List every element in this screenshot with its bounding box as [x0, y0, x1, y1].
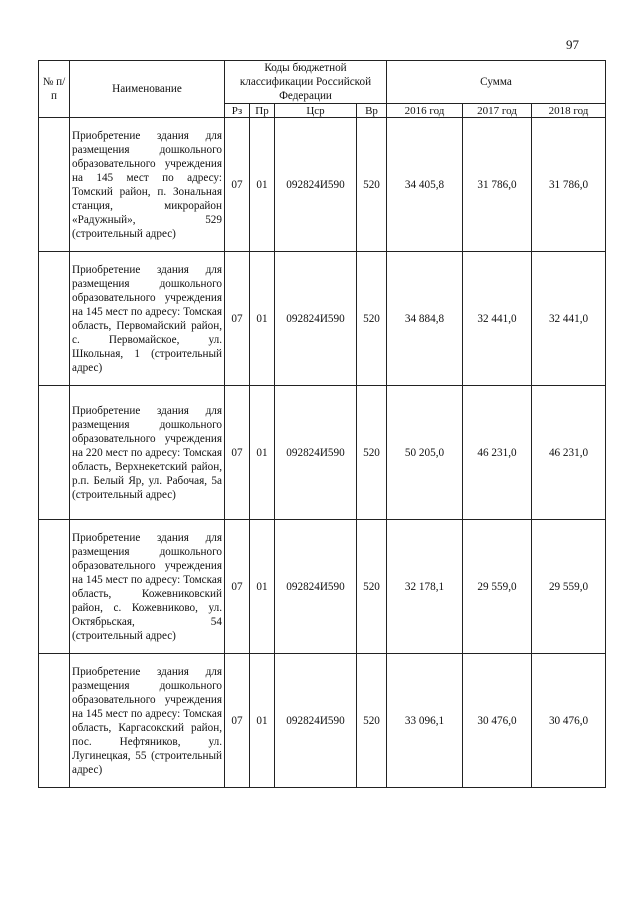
header-2018: 2018 год [532, 104, 606, 118]
row-vr: 520 [357, 654, 387, 788]
row-sum-2017: 32 441,0 [463, 252, 532, 386]
row-sum-2016: 33 096,1 [387, 654, 463, 788]
row-sum-2018: 32 441,0 [532, 252, 606, 386]
row-sum-2018: 29 559,0 [532, 520, 606, 654]
row-number [39, 118, 70, 252]
header-budget-codes: Коды бюджетной классификации Российской Федерации [225, 61, 387, 104]
page-number: 97 [566, 37, 579, 52]
header-row [39, 61, 606, 104]
header-2017: 2017 год [463, 104, 532, 118]
row-csr: 092824И590 [275, 520, 357, 654]
row-rz: 07 [225, 386, 250, 520]
table-row [39, 520, 606, 654]
row-vr: 520 [357, 252, 387, 386]
budget-table [38, 60, 606, 788]
row-rz: 07 [225, 520, 250, 654]
header-vr: Вр [357, 104, 387, 118]
row-sum-2016: 34 884,8 [387, 252, 463, 386]
row-pr: 01 [250, 386, 275, 520]
row-rz: 07 [225, 252, 250, 386]
row-number [39, 654, 70, 788]
row-csr: 092824И590 [275, 386, 357, 520]
row-name: Приобретение здания для размещения дошкольного образовательного учреждения на 145 мест по адресу: Томская область, Первомайский район, с. Первомайское, ул. Школьная, 1 (строительный адрес) [70, 252, 225, 386]
row-pr: 01 [250, 520, 275, 654]
row-csr: 092824И590 [275, 118, 357, 252]
row-vr: 520 [357, 386, 387, 520]
row-vr: 520 [357, 118, 387, 252]
header-name: Наименование [70, 61, 225, 118]
row-name: Приобретение здания для размещения дошкольного образовательного учреждения на 145 мест по адресу: Томская область, Каргасокский район, пос. Нефтяников, ул. Лугинецкая, 55 (строительный адрес) [70, 654, 225, 788]
table-row [39, 252, 606, 386]
table-row [39, 118, 606, 252]
row-sum-2018: 30 476,0 [532, 654, 606, 788]
row-number [39, 520, 70, 654]
header-2016: 2016 год [387, 104, 463, 118]
row-csr: 092824И590 [275, 654, 357, 788]
header-number: № п/п [39, 61, 70, 118]
row-csr: 092824И590 [275, 252, 357, 386]
table-row [39, 654, 606, 788]
row-number [39, 386, 70, 520]
header-sum: Сумма [387, 61, 606, 104]
row-sum-2016: 32 178,1 [387, 520, 463, 654]
row-name: Приобретение здания для размещения дошкольного образовательного учреждения на 145 мест по адресу: Томский район, п. Зональная станция, микрорайон «Радужный», 529 (строительный адрес) [70, 118, 225, 252]
row-name: Приобретение здания для размещения дошкольного образовательного учреждения на 220 мест по адресу: Томская область, Верхнекетский район, р.п. Белый Яр, ул. Рабочая, 5а (строительный адрес) [70, 386, 225, 520]
header-rz: Рз [225, 104, 250, 118]
row-pr: 01 [250, 654, 275, 788]
row-number [39, 252, 70, 386]
row-rz: 07 [225, 654, 250, 788]
row-pr: 01 [250, 252, 275, 386]
row-sum-2017: 30 476,0 [463, 654, 532, 788]
row-sum-2018: 46 231,0 [532, 386, 606, 520]
row-sum-2017: 31 786,0 [463, 118, 532, 252]
row-rz: 07 [225, 118, 250, 252]
row-sum-2018: 31 786,0 [532, 118, 606, 252]
row-pr: 01 [250, 118, 275, 252]
row-sum-2017: 29 559,0 [463, 520, 532, 654]
row-name: Приобретение здания для размещения дошкольного образовательного учреждения на 145 мест по адресу: Томская область, Кожевниковский район, с. Кожевниково, ул. Октябрьская, 54 (строительный адрес) [70, 520, 225, 654]
row-sum-2017: 46 231,0 [463, 386, 532, 520]
row-sum-2016: 34 405,8 [387, 118, 463, 252]
header-csr: Цср [275, 104, 357, 118]
table-row [39, 386, 606, 520]
row-vr: 520 [357, 520, 387, 654]
header-pr: Пр [250, 104, 275, 118]
row-sum-2016: 50 205,0 [387, 386, 463, 520]
